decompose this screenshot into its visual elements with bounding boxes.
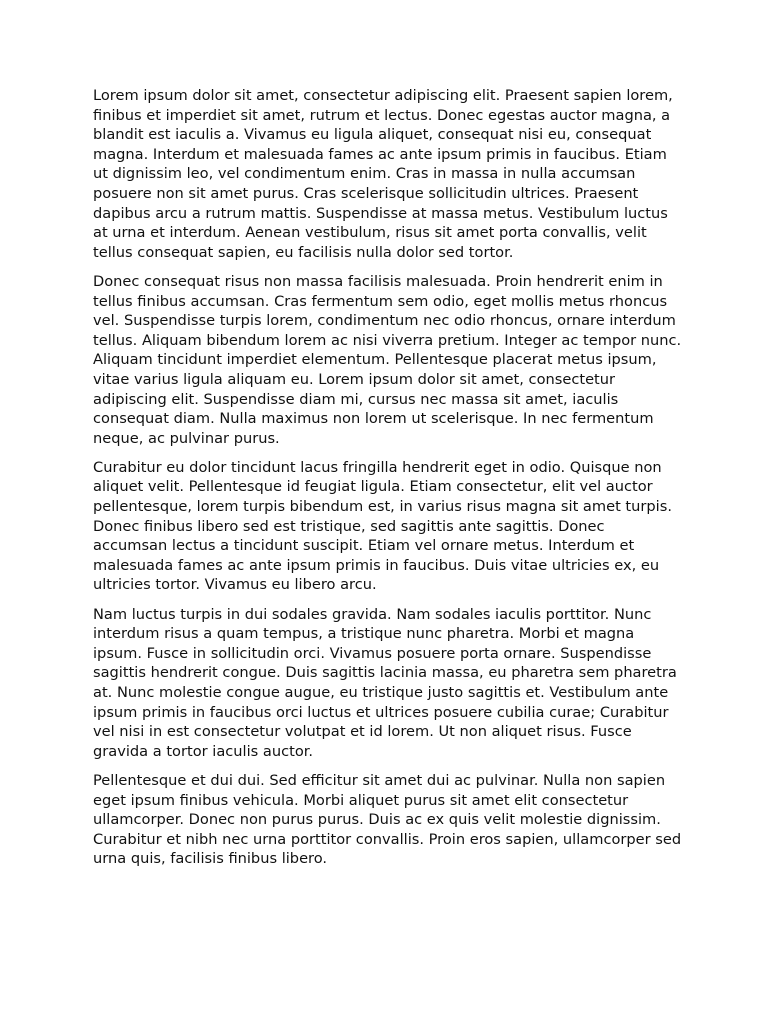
paragraph-3: Curabitur eu dolor tincidunt lacus fringilla hendrerit eget in odio. Quisque non aliquet velit. Pellentesque id feugiat ligula. Etiam consectetur, elit vel auctor pellentesque, lorem turpis bibendum est, in varius risus magna sit amet turpis. Donec finibus libero sed est tristique, sed sagittis ante sagittis. Donec accumsan lectus a tincidunt suscipit. Etiam vel ornare metus. Interdum et malesuada fames ac ante ipsum primis in faucibus. Duis vitae ultricies ex, eu ultricies tortor. Vivamus eu libero arcu. — [93, 458, 672, 594]
document-page — [93, 86, 683, 879]
paragraph-2: Donec consequat risus non massa facilisis malesuada. Proin hendrerit enim in tellus finibus accumsan. Cras fermentum sem odio, eget mollis metus rhoncus vel. Suspendisse turpis lorem, condimentum nec odio rhoncus, ornare interdum tellus. Aliquam bibendum lorem ac nisi viverra pretium. Integer ac tempor nunc. Aliquam tincidunt imperdiet elementum. Pellentesque placerat metus ipsum, vitae varius ligula aliquam eu. Lorem ipsum dolor sit amet, consectetur adipiscing elit. Suspendisse diam mi, cursus nec massa sit amet, iaculis consequat diam. Nulla maximus non lorem ut scelerisque. In nec fermentum neque, ac pulvinar purus. — [93, 272, 682, 447]
paragraph-4: Nam luctus turpis in dui sodales gravida. Nam sodales iaculis porttitor. Nunc interdum risus a quam tempus, a tristique nunc pharetra. Morbi et magna ipsum. Fusce in sollicitudin orci. Vivamus posuere porta ornare. Suspendisse sagittis hendrerit congue. Duis sagittis lacinia massa, eu pharetra sem pharetra at. Nunc molestie congue augue, eu tristique justo sagittis et. Vestibulum ante ipsum primis in faucibus orci luctus et ultrices posuere cubilia curae; Curabitur vel nisi in est consectetur volutpat et id lorem. Ut non aliquet risus. Fusce gravida a tortor iaculis auctor. — [93, 605, 677, 760]
paragraph-5: Pellentesque et dui dui. Sed efficitur sit amet dui ac pulvinar. Nulla non sapien eget ipsum finibus vehicula. Morbi aliquet purus sit amet elit consectetur ullamcorper. Donec non purus purus. Duis ac ex quis velit molestie dignissim. Curabitur et nibh nec urna porttitor convallis. Proin eros sapien, ullamcorper sed urna quis, facilisis finibus libero. — [93, 771, 682, 868]
paragraph-1: Lorem ipsum dolor sit amet, consectetur adipiscing elit. Praesent sapien lorem, finibus et imperdiet sit amet, rutrum et lectus. Donec egestas auctor magna, a blandit est iaculis a. Vivamus eu ligula aliquet, consequat nisi eu, consequat magna. Interdum et malesuada fames ac ante ipsum primis in faucibus. Etiam ut dignissim leo, vel condimentum enim. Cras in massa in nulla accumsan posuere non sit amet purus. Cras scelerisque sollicitudin ultrices. Praesent dapibus arcu a rutrum mattis. Suspendisse at massa metus. Vestibulum luctus at urna et interdum. Aenean vestibulum, risus sit amet porta convallis, velit tellus consequat sapien, eu facilisis nulla dolor sed tortor. — [93, 87, 673, 261]
